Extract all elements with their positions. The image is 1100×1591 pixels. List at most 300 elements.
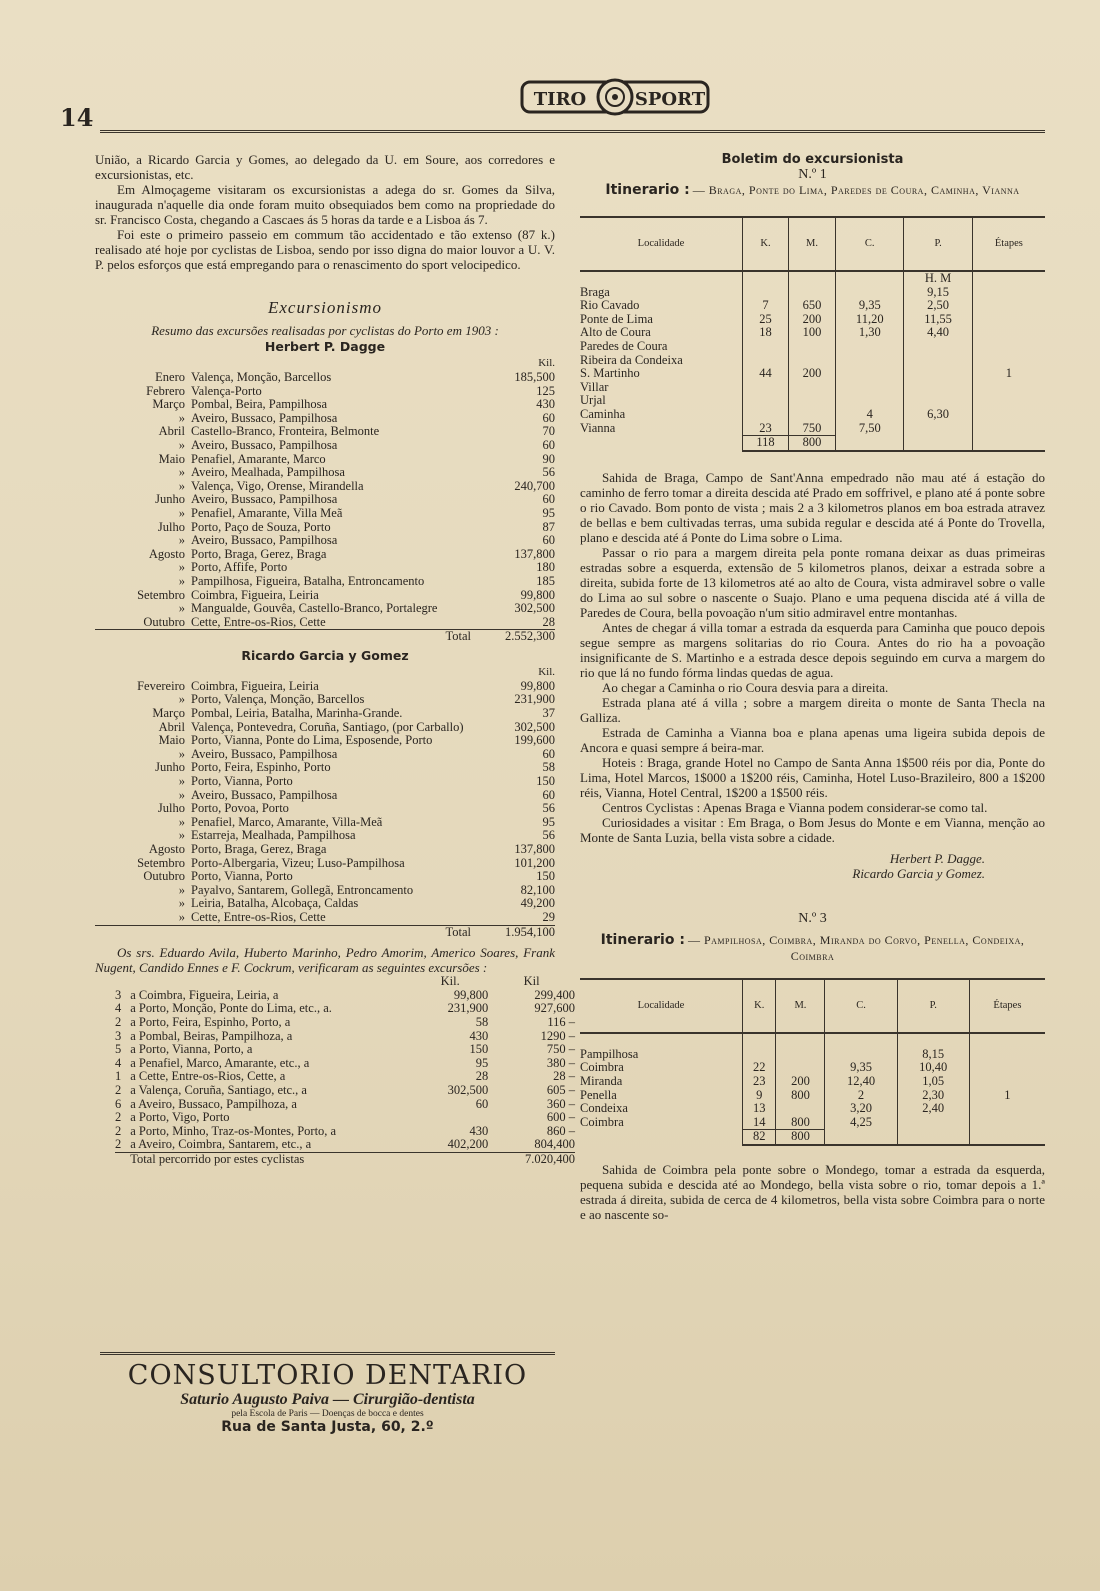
count-cell: 2 (115, 1110, 122, 1125)
value-cell: 2,50 (904, 299, 972, 313)
itinerary-label: Itinerario : (600, 931, 685, 948)
total-label: Total (191, 925, 481, 939)
value-cell: 22 (743, 1061, 776, 1075)
value-cell (836, 394, 904, 408)
value-cell (972, 299, 1045, 313)
place-cell: Alto de Coura (580, 325, 651, 340)
paragraph: Ao chegar a Caminha o rio Coura desvia para a direita. (602, 679, 889, 695)
blank-cell (580, 1130, 743, 1145)
value-cell (836, 367, 904, 381)
col-header: Étapes (972, 217, 1045, 271)
value-cell: 10,40 (897, 1061, 969, 1075)
value-cell: 4,40 (904, 326, 972, 340)
km-cell: 60 (542, 787, 555, 802)
header-row (580, 217, 1045, 271)
km-cell: 180 (536, 560, 555, 575)
blank-cell (580, 271, 743, 286)
value-cell (972, 381, 1045, 395)
total-row (95, 925, 555, 939)
month-cell: » (178, 410, 185, 425)
table-row (95, 548, 555, 562)
month-cell: Março (152, 397, 185, 412)
paragraph: Sahida de Braga, Campo de Sant'Anna empedrado não mau até á estação do caminho de ferro tomar a direita descida até Prado em soffrivel, e plano até á ponte sobre o rio Cavado. Bom ponto de vista ; mais 2 a 3 kilometros planos em boa estrada atravez de bellas e bem cultivadas terras, uma subida regular e descida até á Ponte do Trovella, plano e descida até á Ponte do Lima sobre o Lima. (580, 469, 1045, 545)
place-cell: Caminha (580, 406, 626, 421)
table-row (95, 398, 555, 412)
km-cell: 70 (542, 424, 555, 439)
count-cell: 4 (115, 1055, 122, 1070)
route-cell: a Coimbra, Figueira, Leiria, a (130, 987, 279, 1002)
boletim-title: Boletim do excursionista (721, 152, 904, 167)
col-header: C. (836, 217, 904, 271)
value-cell: 9,15 (904, 286, 972, 300)
table-row (580, 299, 1045, 313)
itinerary-route: — Pampilhosa, Coimbra, Miranda do Corvo, Penella, Condeixa, Coimbra (687, 932, 1025, 963)
route-cell: a Porto, Monção, Ponte do Lima, etc., a. (130, 1001, 332, 1016)
place-cell: Braga (580, 284, 610, 299)
value-cell: 200 (789, 367, 836, 381)
month-cell: » (178, 573, 185, 588)
place-cell: Condeixa (580, 1101, 628, 1116)
month-cell: Outubro (143, 869, 185, 884)
excursion-table-herbert (95, 371, 555, 644)
boletim-number: N.º 3 (798, 910, 827, 926)
paragraph: Hoteis : Braga, grande Hotel no Campo de Santa Anna 1$500 réis por dia, Ponte do Lima, Hotel Marcos, 1$000 a 1$200 réis, Caminha, Hotel Luso-Brazileiro, 800 a 1$200 réis, Vianna, Hotel Central, 1$200 a 1$500 réis. (580, 754, 1045, 800)
value-cell (789, 354, 836, 368)
route-cell: Porto, Vianna, Porto (191, 869, 293, 884)
table-row (580, 408, 1045, 422)
route-cell: Porto, Valença, Monção, Barcellos (191, 692, 365, 707)
value-cell: 100 (789, 326, 836, 340)
route-cell: Pombal, Leiria, Batalha, Marinha-Grande. (191, 706, 403, 721)
total-value: 2.552,300 (481, 630, 555, 644)
km-cell: 99,800 (453, 987, 489, 1002)
km-cell: 29 (542, 909, 555, 924)
month-cell: Maio (158, 451, 185, 466)
value-cell (789, 286, 836, 300)
km-cell: 185 (536, 573, 555, 588)
blank-cell (969, 1130, 1045, 1145)
table-row (95, 693, 555, 707)
month-cell: » (178, 787, 185, 802)
route-cell: Pampilhosa, Figueira, Batalha, Entroncamento (191, 573, 425, 588)
value-cell (972, 340, 1045, 354)
paragraph: Estrada de Caminha a Vianna boa e plana apenas uma ligeira subida depois de Ancora e quasi sempre á beira-mar. (580, 724, 1045, 755)
month-cell: Julho (157, 519, 185, 534)
table-row (580, 1075, 1045, 1089)
total-km-cell: 1290 – (540, 1028, 575, 1043)
col-header: Étapes (969, 979, 1045, 1033)
blank-cell (825, 1033, 897, 1048)
paragraph: Passar o rio para a margem direita pela ponte romana deixar as duas primeiras estradas sobre a esquerda, extensão de 5 kilometros planos, deixar a estrada sobre a direita, subida forte de 13 kilometros até ao alto de Coura, vista admiravel sobre o valle do Lima ao sul sobre o nascente o Suajo. Plano e uma pequena discida até á villa de Paredes de Coura, bella povoação n'um sitio admiravel entre montanhas. (580, 544, 1045, 620)
total-km-cell: 750 – (546, 1042, 575, 1057)
table-row (95, 829, 555, 843)
month-cell: Agosto (148, 546, 185, 561)
table-row (95, 802, 555, 816)
table-row (580, 394, 1045, 408)
month-cell: Febrero (146, 383, 185, 398)
route-cell: Porto, Vianna, Ponte do Lima, Esposende, Porto (191, 733, 433, 748)
value-cell (836, 286, 904, 300)
header-row (580, 979, 1045, 1033)
month-cell: Outubro (143, 614, 185, 629)
value-cell (789, 408, 836, 422)
value-cell: 25 (743, 313, 789, 327)
km-cell: 402,200 (447, 1137, 489, 1152)
place-cell: Pampilhosa (580, 1046, 639, 1061)
route-cell: Payalvo, Santarem, Gollegã, Entroncamento (191, 882, 414, 897)
route-cell: a Porto, Vigo, Porto (130, 1110, 230, 1125)
km-cell: 231,900 (514, 692, 555, 707)
month-cell: » (178, 746, 185, 761)
total-row (580, 436, 1045, 451)
total-km-cell: 380 – (546, 1055, 575, 1070)
value-cell (776, 1048, 825, 1062)
table-row (95, 493, 555, 507)
value-cell: 650 (789, 299, 836, 313)
km-cell: 199,600 (514, 733, 555, 748)
route-cell: Porto, Paço de Souza, Porto (191, 519, 331, 534)
blank-cell (776, 1033, 825, 1048)
place-cell: Paredes de Coura (580, 338, 668, 353)
blank-cell (972, 436, 1045, 451)
table-row (580, 1102, 1045, 1116)
table-row (95, 534, 555, 548)
route-cell: Castello-Branco, Fronteira, Belmonte (191, 424, 380, 439)
value-cell (969, 1102, 1045, 1116)
month-cell: » (178, 437, 185, 452)
value-cell (972, 422, 1045, 436)
table-row (580, 1061, 1045, 1075)
value-cell (743, 354, 789, 368)
value-cell: 2 (825, 1089, 897, 1103)
value-cell (776, 1061, 825, 1075)
km-cell: 60 (542, 492, 555, 507)
value-cell (836, 381, 904, 395)
route-cell: Cette, Entre-os-Rios, Cette (191, 909, 326, 924)
value-cell (743, 1048, 776, 1062)
km-cell: 99,800 (520, 678, 555, 693)
place-cell: Miranda (580, 1073, 623, 1088)
hm-label: H. M (904, 271, 972, 286)
table-row (95, 521, 555, 535)
km-cell: 28 (542, 614, 555, 629)
table-row (115, 1138, 575, 1152)
value-cell (743, 340, 789, 354)
value-cell: 23 (743, 422, 789, 436)
value-cell (972, 313, 1045, 327)
total-km-cell: 299,400 (534, 987, 575, 1002)
place-cell: Villar (580, 379, 609, 394)
value-cell (904, 394, 972, 408)
km-cell: 302,500 (514, 601, 555, 616)
value-cell (836, 354, 904, 368)
svg-text:TIRO: TIRO (533, 89, 587, 110)
value-cell (789, 394, 836, 408)
blank-cell (130, 975, 412, 989)
kil-header: Kil. (538, 665, 555, 678)
value-cell: 1 (969, 1089, 1045, 1103)
km-cell: 37 (542, 706, 555, 721)
table-row (95, 870, 555, 884)
value-cell (904, 381, 972, 395)
col-header: M. (776, 979, 825, 1033)
km-cell: 231,900 (447, 1001, 489, 1016)
route-cell: Coimbra, Figueira, Leiria (191, 678, 319, 693)
route-cell: a Penafiel, Marco, Amarante, etc., a (130, 1055, 310, 1070)
count-cell: 1 (115, 1069, 122, 1084)
table-row (115, 1016, 575, 1030)
value-cell (789, 381, 836, 395)
value-cell: 8,15 (897, 1048, 969, 1062)
header-row (115, 975, 575, 989)
value-cell (904, 354, 972, 368)
km-cell (412, 1111, 488, 1125)
route-cell: Mangualde, Gouvêa, Castello-Branco, Portalegre (191, 601, 438, 616)
value-cell (897, 1116, 969, 1130)
blank-cell (743, 271, 789, 286)
month-cell: » (178, 909, 185, 924)
table-row (580, 367, 1045, 381)
km-cell: 60 (542, 437, 555, 452)
month-cell: » (178, 465, 185, 480)
table-row (115, 1098, 575, 1112)
table-row (95, 789, 555, 803)
table-row (580, 313, 1045, 327)
value-cell: 18 (743, 326, 789, 340)
total-km-cell: 600 – (546, 1110, 575, 1125)
place-cell: Penella (580, 1087, 617, 1102)
value-cell: 9 (743, 1089, 776, 1103)
table-row (580, 326, 1045, 340)
month-cell: » (178, 774, 185, 789)
itinerary-1 (580, 182, 1045, 198)
month-cell: » (178, 533, 185, 548)
section-title: Excursionismo (267, 298, 383, 317)
count-cell: 4 (115, 1001, 122, 1016)
value-cell: 750 (789, 422, 836, 436)
month-cell: Junho (155, 760, 185, 775)
km-cell: 60 (542, 410, 555, 425)
paragraph: Em Almoçageme visitaram os excursionistas a adega do sr. Gomes da Silva, inaugurada n'aquelle dia onde foram muito obsequiados bem como na propriedade do sr. Francisco Costa, chegando a Cascaes ás 5 horas da tarde e a Lisboa ás 7. (95, 182, 555, 227)
value-cell (743, 381, 789, 395)
value-cell (904, 367, 972, 381)
blank-cell (580, 436, 743, 451)
value-cell: 3,20 (825, 1102, 897, 1116)
month-cell: » (178, 692, 185, 707)
col-header: K. (743, 217, 789, 271)
table-row (95, 761, 555, 775)
itinerary-3 (580, 932, 1045, 964)
km-cell: 56 (542, 828, 555, 843)
table-row (115, 1084, 575, 1098)
svg-text:SPORT: SPORT (634, 89, 706, 110)
count-cell: 6 (115, 1096, 122, 1111)
total-row (115, 1152, 575, 1166)
value-cell: 14 (743, 1116, 776, 1130)
total-km-cell: 927,600 (534, 1001, 575, 1016)
table-row (95, 602, 555, 616)
value-cell (969, 1048, 1045, 1062)
km-cell: 95 (475, 1055, 489, 1070)
place-cell: Coimbra (580, 1114, 624, 1129)
table-row (95, 385, 555, 399)
km-cell: 49,200 (520, 896, 555, 911)
value-cell: 13 (743, 1102, 776, 1116)
km-cell: 240,700 (514, 478, 555, 493)
blank-cell (972, 271, 1045, 286)
total-m: 800 (776, 1130, 825, 1145)
paragraph: Foi este o primeiro passeio em commum tão accidentado e tão extenso (87 k.) realisado até hoje por cyclistas de Lisboa, sendo por isso digna do maior louvor a U. V. P. pelos esforços que está empregando para o renascimento do sport velocipedico. (95, 227, 555, 272)
route-cell: a Porto, Vianna, Porto, a (130, 1042, 253, 1057)
month-cell: Setembro (137, 587, 185, 602)
month-cell: Enero (155, 370, 185, 384)
ad-rule (100, 1352, 555, 1355)
paragraph: Curiosidades a visitar : Em Braga, o Bom Jesus do Monte e em Vianna, menção ao Monte de Santa Luzia, bella vista sobre a cidade. (580, 814, 1045, 845)
value-cell (836, 340, 904, 354)
table-row (115, 1057, 575, 1071)
km-cell: 430 (469, 1028, 489, 1043)
paragraph: Estrada plana até á villa ; sobre a margem direita o monte de Santa Thecla na Galliza. (580, 694, 1045, 725)
table-row (95, 480, 555, 494)
blank-cell (825, 1130, 897, 1145)
count-cell: 5 (115, 1042, 122, 1057)
ad-school: pela Escola de Paris — Doenças de bocca e dentes (231, 1409, 424, 1419)
table-row (580, 354, 1045, 368)
signature-1: Herbert P. Dagge. (889, 850, 985, 866)
month-cell: » (178, 896, 185, 911)
month-cell: » (178, 882, 185, 897)
value-cell: 6,30 (904, 408, 972, 422)
table-row (95, 507, 555, 521)
route-cell: Porto, Povoa, Porto (191, 801, 289, 816)
value-cell: 9,35 (836, 299, 904, 313)
km-cell: 56 (542, 465, 555, 480)
value-cell (969, 1075, 1045, 1089)
count-cell: 2 (115, 1014, 122, 1029)
count-cell: 2 (115, 1137, 122, 1152)
blank-cell (115, 1152, 130, 1166)
total-km-cell: 360 – (546, 1096, 575, 1111)
month-cell: Maio (158, 733, 185, 748)
table-row (580, 381, 1045, 395)
table-row (115, 1030, 575, 1044)
count-cell: 3 (115, 1028, 122, 1043)
route-description-1 (580, 470, 1045, 845)
table-row (95, 721, 555, 735)
paragraph: Antes de chegar á villa tomar a estrada da esquerda para Caminha que pouco depois segue sempre as margens solitarias do rio Coura. Antes do rio ha a povoação insignificante de S. Martinho e a estrada desce depois seguindo em curva a margem do rio que lá no fundo fórma lindas quedas de agua. (580, 619, 1045, 680)
table-row (95, 589, 555, 603)
blank-cell (789, 271, 836, 286)
blank-cell (904, 436, 972, 451)
route-description-3: Sahida de Coimbra pela ponte sobre o Mondego, tomar a estrada da esquerda, pequena subida e descida até ao Mondego, bella vista sobre o rio, tomar depois a 1.ª estrada á direita, subida de cerca de 4 kilometros, bella vista sobre Coimbra para o norte e ao nascente so- (580, 1161, 1045, 1222)
value-cell (972, 326, 1045, 340)
value-cell: 7,50 (836, 422, 904, 436)
month-cell: Julho (157, 801, 185, 816)
paragraph: Centros Cyclistas : Apenas Braga e Vianna podem considerar-se como tal. (602, 799, 988, 815)
place-cell: S. Martinho (580, 366, 640, 381)
ad-dentist: Saturio Augusto Paiva — Cirurgião-dentista (180, 1391, 475, 1408)
km-cell: 60 (542, 533, 555, 548)
value-cell: 4,25 (825, 1116, 897, 1130)
value-cell (969, 1061, 1045, 1075)
total-k: 82 (743, 1130, 776, 1145)
table-row (95, 843, 555, 857)
table-row (95, 857, 555, 871)
value-cell: 800 (776, 1116, 825, 1130)
cyclist-name: Ricardo Garcia y Gomez (241, 647, 409, 663)
table-row (95, 439, 555, 453)
route-cell: Porto, Braga, Gerez, Braga (191, 842, 327, 856)
value-cell: 1,05 (897, 1075, 969, 1089)
signature-2: Ricardo Garcia y Gomez. (852, 865, 985, 881)
kil-header: Kil. (538, 357, 555, 369)
excursion-table-ricardo (95, 680, 555, 939)
table-row (115, 1111, 575, 1125)
place-cell: Vianna (580, 420, 616, 435)
km-cell: 125 (536, 383, 555, 398)
km-cell: 430 (469, 1123, 489, 1138)
route-cell: a Pombal, Beiras, Pampilhoza, a (130, 1028, 293, 1043)
route-cell: Porto, Affife, Porto (191, 560, 288, 575)
route-cell: Aveiro, Bussaco, Pampilhosa (191, 787, 338, 802)
count-cell: 2 (115, 1082, 122, 1097)
blank-cell (897, 1033, 969, 1048)
month-cell: » (178, 601, 185, 616)
km-cell: 150 (536, 774, 555, 789)
value-cell (904, 422, 972, 436)
others-table (115, 975, 575, 1166)
km-cell: 137,800 (514, 546, 555, 561)
table-row (580, 1089, 1045, 1103)
col-header: Localidade (637, 999, 685, 1011)
others-intro: Os srs. Eduardo Avila, Huberto Marinho, Pedro Amorim, Americo Soares, Frank Nugent, Candido Ennes e F. Cockrum, verificaram as seguintes excursões : (95, 945, 555, 976)
route-cell: a Aveiro, Coimbra, Santarem, etc., a (130, 1137, 312, 1152)
total-row (95, 630, 555, 644)
km-cell: 302,500 (514, 719, 555, 734)
route-cell: a Porto, Feira, Espinho, Porto, a (130, 1014, 291, 1029)
ad-address: Rua de Santa Justa, 60, 2.º (221, 1419, 434, 1435)
route-cell: a Aveiro, Bussaco, Pampilhoza, a (130, 1096, 297, 1111)
blank-cell (95, 925, 191, 939)
boletim-number: N.º 1 (798, 167, 827, 182)
table-row (580, 271, 1045, 286)
month-cell: Abril (158, 719, 185, 734)
place-cell: Urjal (580, 393, 606, 408)
km-cell: 137,800 (514, 842, 555, 856)
stage-table-3 (580, 978, 1045, 1146)
total-km-cell: 28 – (553, 1069, 575, 1084)
km-cell: 60 (542, 746, 555, 761)
month-cell: Fevereiro (137, 678, 185, 693)
km-cell: 101,200 (514, 855, 555, 870)
masthead-logo (520, 72, 710, 118)
table-row (95, 371, 555, 385)
km-cell: 58 (475, 1014, 489, 1029)
place-cell: Ribeira da Condeixa (580, 352, 683, 367)
col-header: P. (897, 979, 969, 1033)
month-cell: Setembro (137, 855, 185, 870)
value-cell (743, 408, 789, 422)
table-row (580, 1116, 1045, 1130)
km-cell: 82,100 (520, 882, 555, 897)
value-cell: 2,40 (897, 1102, 969, 1116)
table-row (95, 453, 555, 467)
col-header: P. (904, 217, 972, 271)
km-cell: 430 (536, 397, 555, 412)
km-cell: 56 (542, 801, 555, 816)
value-cell (972, 394, 1045, 408)
month-cell: » (178, 478, 185, 493)
